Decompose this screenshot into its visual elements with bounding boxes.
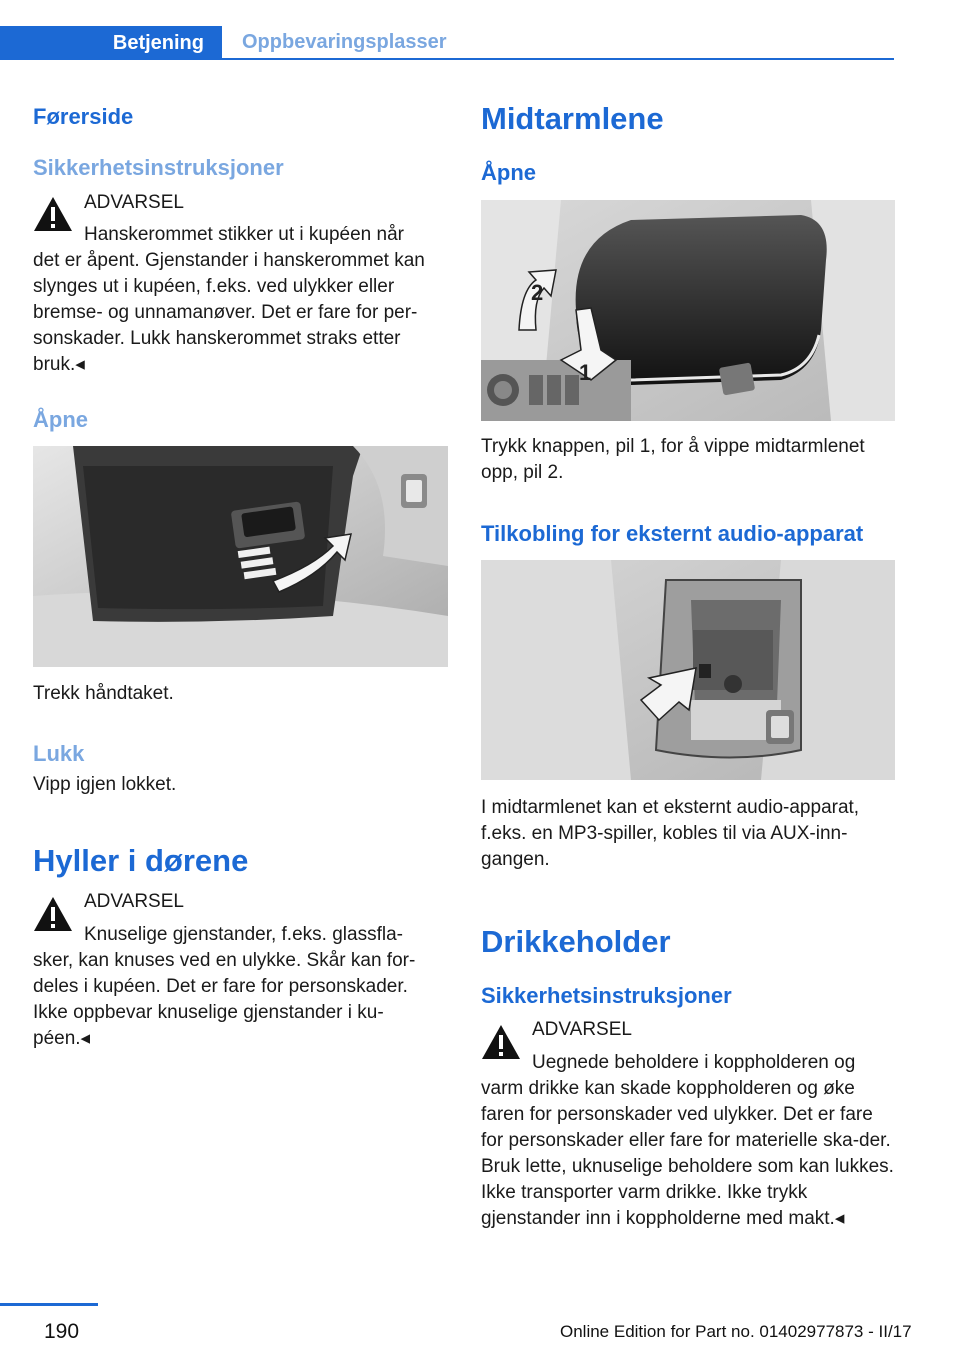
glovebox-figure [33, 446, 448, 667]
heading-apne: Åpne [481, 160, 536, 185]
text-lukk: Vipp igjen lokket. [33, 774, 177, 795]
caption-glovebox: Trekk håndtaket. [33, 683, 174, 704]
armrest-figure [481, 200, 895, 421]
warning-label: ADVARSEL [532, 1019, 632, 1040]
tab-oppbevaringsplasser[interactable]: Oppbevaringsplasser [222, 26, 894, 60]
warning-text: varm drikke kan skade koppholderen og øke faren for personskader ved ulykker. Det er fare for personskader eller fare for materielle ska-der. Bruk lette, uknuselige beholdere som kan lukkes. Ikke transporter varm drikke. Ikke trykk gjenstander inn i koppholderne med makt.◂ [481, 1078, 894, 1229]
heading-drikkeholder: Drikkeholder [481, 924, 671, 959]
heading-forerside: Førerside [33, 104, 134, 129]
heading-sikkerhetsinstruksjoner: Sikkerhetsinstruksjoner [33, 155, 284, 180]
heading-tilkobling: Tilkobling for eksternt audio-apparat [481, 521, 864, 546]
warning-icon [33, 196, 73, 232]
heading-apne: Åpne [33, 407, 88, 432]
tab-betjening[interactable]: Betjening [0, 26, 222, 60]
warning-text-first-line: Hanskerommet stikker ut i kupéen når [84, 224, 404, 245]
heading-hyller-i-dorene: Hyller i dørene [33, 843, 249, 878]
footer-rule [0, 1303, 98, 1306]
caption-aux: I midtarmlenet kan et eksternt audio-apparat, f.eks. en MP3-spiller, kobles til via AUX-inn-gangen. [481, 797, 860, 870]
warning-text: det er åpent. Gjenstander i hanskerommet kan slynges ut i kupéen, f.eks. ved ulykker eller bremse- og unnamanøver. Det er fare for per-sonskader. Lukk hanskerommet straks etter bruk.◂ [33, 250, 425, 375]
heading-midtarmlene: Midtarmlene [481, 101, 664, 136]
arrow-label-2: 2 [531, 280, 544, 305]
warning-label: ADVARSEL [84, 192, 184, 213]
warning-icon [33, 896, 73, 932]
heading-lukk: Lukk [33, 741, 85, 766]
caption-armrest: Trykk knappen, pil 1, for å vippe midtarmlenet opp, pil 2. [481, 436, 865, 483]
warning-text-first-line: Knuselige gjenstander, f.eks. glassfla- [84, 924, 403, 945]
page-number: 190 [44, 1320, 80, 1343]
arrow-label-1: 1 [579, 360, 592, 385]
aux-figure [481, 560, 895, 780]
warning-label: ADVARSEL [84, 891, 184, 912]
warning-icon [481, 1024, 521, 1060]
warning-text-first-line: Uegnede beholdere i koppholderen og [532, 1052, 856, 1073]
warning-text: sker, kan knuses ved en ulykke. Skår kan for-deles i kupéen. Det er fare for personskader. Ikke oppbevar knuselige gjenstander i ku-péen.◂ [33, 950, 416, 1049]
edition-note: Online Edition for Part no. 01402977873 - II/17 [560, 1322, 912, 1341]
page-header [0, 0, 960, 62]
heading-sikkerhetsinstruksjoner: Sikkerhetsinstruksjoner [481, 983, 732, 1008]
